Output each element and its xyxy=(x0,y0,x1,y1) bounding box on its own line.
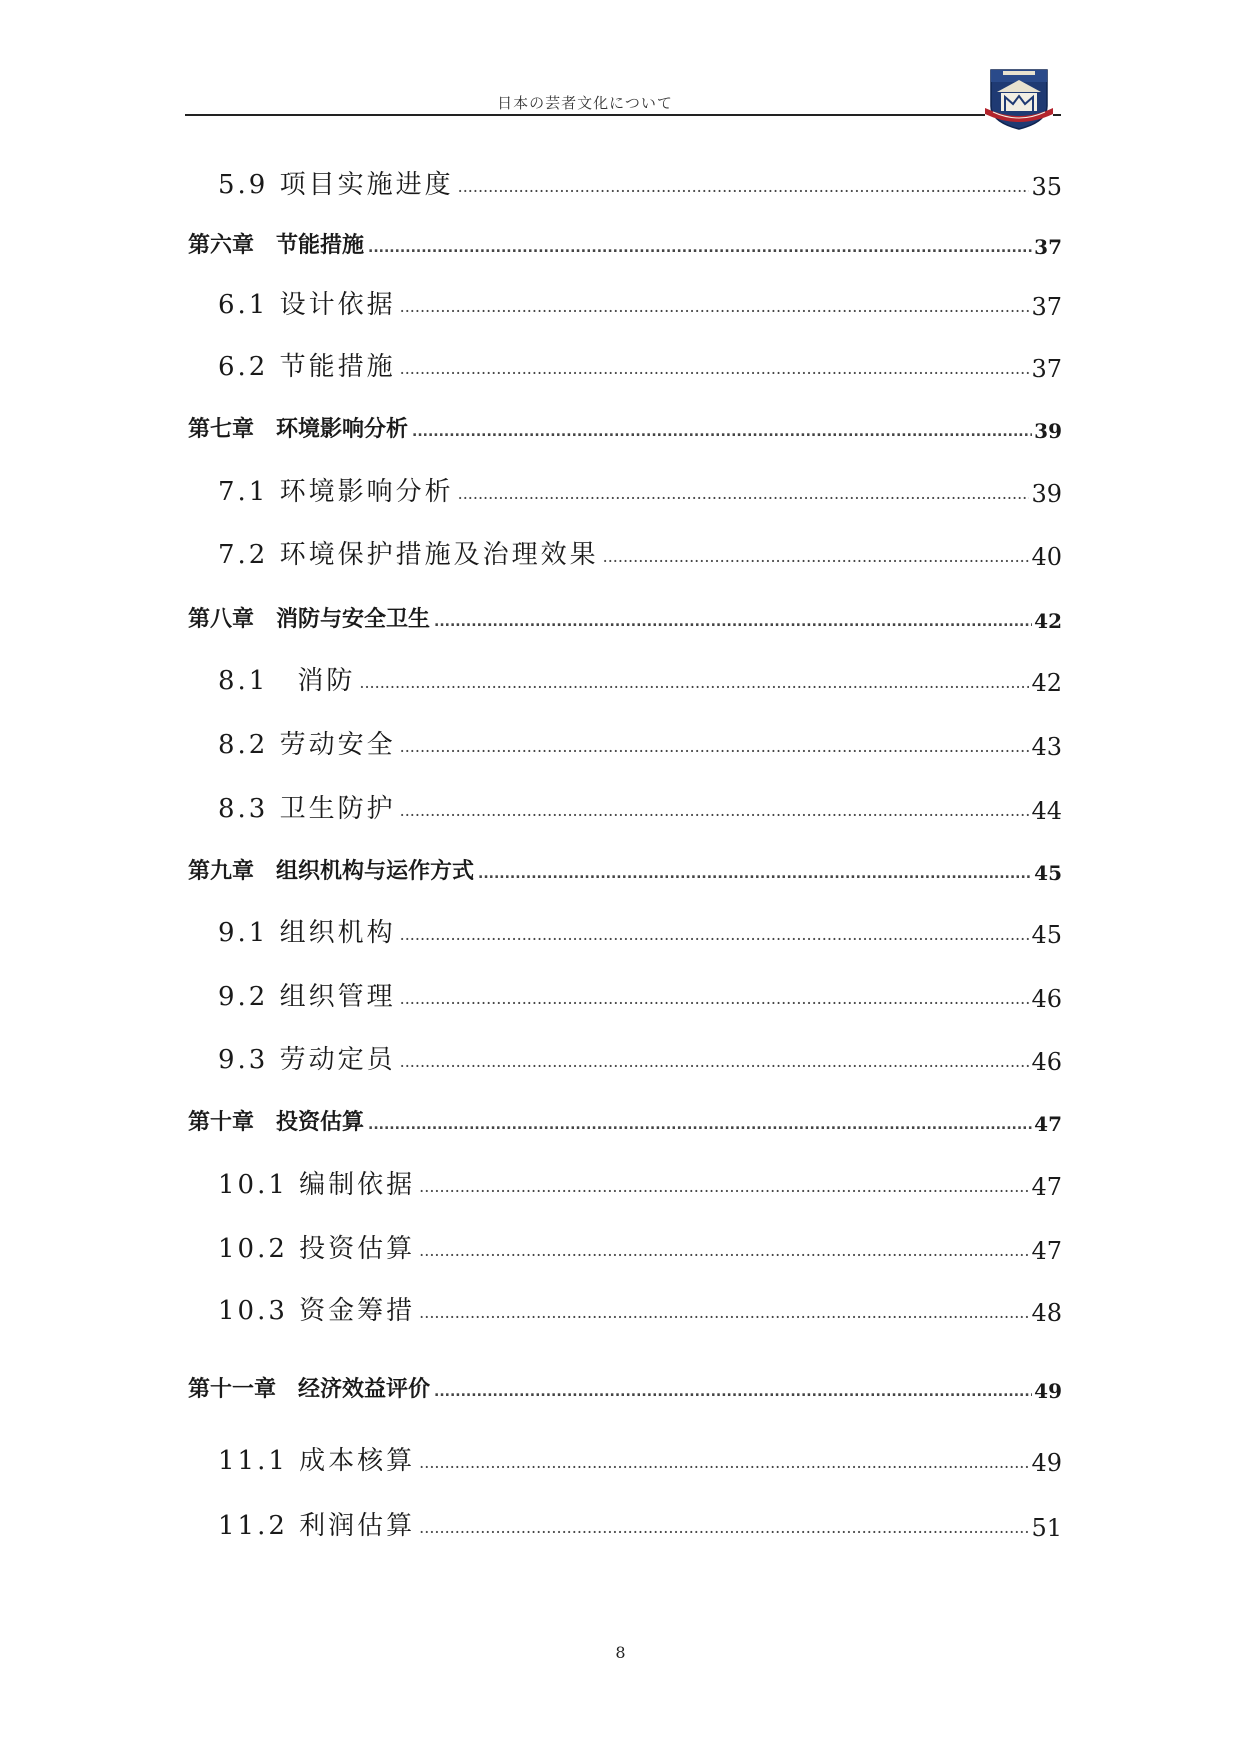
toc-dot-leader xyxy=(400,361,1030,383)
toc-chapter-entry[interactable] xyxy=(188,412,1062,443)
toc-entry-page: 47 xyxy=(1031,1173,1062,1201)
toc-section-entry[interactable] xyxy=(218,471,1062,508)
toc-section-entry[interactable] xyxy=(218,912,1062,949)
toc-dot-leader xyxy=(419,1520,1029,1542)
toc-dot-leader xyxy=(368,241,1032,259)
toc-entry-page: 35 xyxy=(1031,173,1062,201)
toc-section-entry[interactable] xyxy=(218,1505,1062,1542)
toc-entry-page: 37 xyxy=(1031,293,1062,321)
toc-dot-leader xyxy=(412,425,1032,443)
toc-dot-leader xyxy=(458,486,1030,508)
toc-section-entry[interactable] xyxy=(218,1039,1062,1076)
toc-entry-label: 第八章 消防与安全卫生 xyxy=(188,607,431,632)
toc-entry-label: 9.1 组织机构 xyxy=(218,918,396,948)
toc-entry-page: 48 xyxy=(1031,1299,1062,1327)
toc-entry-label: 8.3 卫生防护 xyxy=(218,794,396,824)
toc-entry-label: 9.2 组织管理 xyxy=(218,982,396,1012)
toc-dot-leader xyxy=(434,1385,1032,1403)
toc-entry-page: 49 xyxy=(1031,1449,1062,1477)
toc-dot-leader xyxy=(400,991,1030,1013)
toc-dot-leader xyxy=(458,179,1030,201)
header-title: 日本の芸者文化について xyxy=(497,94,673,112)
toc-entry-label: 7.1 环境影响分析 xyxy=(218,477,454,507)
toc-dot-leader xyxy=(419,1455,1029,1477)
toc-entry-page: 43 xyxy=(1031,733,1062,761)
toc-dot-leader xyxy=(400,803,1030,825)
toc-entry-page: 42 xyxy=(1031,669,1062,697)
toc-entry-label: 第十一章 经济效益评价 xyxy=(188,1377,431,1402)
toc-section-entry[interactable] xyxy=(218,284,1062,321)
toc-entry-page: 44 xyxy=(1031,797,1062,825)
toc-section-entry[interactable] xyxy=(218,1228,1062,1265)
toc-dot-leader xyxy=(603,549,1030,571)
toc-dot-leader xyxy=(400,739,1030,761)
toc-entry-label: 第十章 投资估算 xyxy=(188,1110,365,1135)
toc-section-entry[interactable] xyxy=(218,788,1062,825)
toc-dot-leader xyxy=(419,1305,1029,1327)
toc-chapter-entry[interactable] xyxy=(188,1105,1062,1136)
toc-entry-label: 10.2 投资估算 xyxy=(218,1234,416,1264)
toc-entry-label: 8.1 消防 xyxy=(218,666,356,696)
toc-section-entry[interactable] xyxy=(218,724,1062,761)
toc-chapter-entry[interactable] xyxy=(188,228,1062,259)
toc-dot-leader xyxy=(400,927,1030,949)
toc-entry-label: 第七章 环境影响分析 xyxy=(188,417,409,442)
toc-dot-leader xyxy=(434,615,1032,633)
toc-entry-page: 47 xyxy=(1034,1112,1062,1136)
toc-entry-label: 6.2 节能措施 xyxy=(218,352,396,382)
toc-section-entry[interactable] xyxy=(218,1440,1062,1477)
toc-dot-leader xyxy=(400,299,1030,321)
toc-section-entry[interactable] xyxy=(218,660,1062,697)
toc-entry-page: 39 xyxy=(1034,419,1062,443)
toc-dot-leader xyxy=(478,867,1032,885)
toc-entry-page: 46 xyxy=(1031,985,1062,1013)
toc-entry-page: 45 xyxy=(1034,861,1062,885)
page-number: 8 xyxy=(615,1643,626,1662)
toc-section-entry[interactable] xyxy=(218,976,1062,1013)
toc-section-entry[interactable] xyxy=(218,1290,1062,1327)
toc-entry-label: 10.3 资金筹措 xyxy=(218,1296,416,1326)
toc-dot-leader xyxy=(359,675,1029,697)
toc-entry-page: 47 xyxy=(1031,1237,1062,1265)
toc-entry-label: 第九章 组织机构与运作方式 xyxy=(188,859,475,884)
toc-dot-leader xyxy=(368,1118,1032,1136)
toc-entry-page: 39 xyxy=(1031,480,1062,508)
toc-section-entry[interactable] xyxy=(218,346,1062,383)
toc-entry-label: 11.1 成本核算 xyxy=(218,1446,416,1476)
toc-section-entry[interactable] xyxy=(218,1164,1062,1201)
toc-entry-page: 37 xyxy=(1031,355,1062,383)
toc-section-entry[interactable] xyxy=(218,164,1062,201)
toc-entry-page: 37 xyxy=(1034,235,1062,259)
toc-section-entry[interactable] xyxy=(218,534,1062,571)
toc-chapter-entry[interactable] xyxy=(188,854,1062,885)
toc-entry-label: 6.1 设计依据 xyxy=(218,290,396,320)
toc-entry-label: 9.3 劳动定员 xyxy=(218,1045,396,1075)
toc-dot-leader xyxy=(419,1243,1029,1265)
toc-chapter-entry[interactable] xyxy=(188,1372,1062,1403)
toc-entry-page: 45 xyxy=(1031,921,1062,949)
toc-dot-leader xyxy=(419,1179,1029,1201)
toc-dot-leader xyxy=(400,1054,1030,1076)
toc-entry-label: 5.9 项目实施进度 xyxy=(218,170,454,200)
toc-entry-label: 8.2 劳动安全 xyxy=(218,730,396,760)
toc-entry-page: 49 xyxy=(1034,1379,1062,1403)
toc-entry-page: 46 xyxy=(1031,1048,1062,1076)
toc-entry-label: 7.2 环境保护措施及治理效果 xyxy=(218,540,599,570)
toc-entry-label: 10.1 编制依据 xyxy=(218,1170,416,1200)
toc-entry-label: 第六章 节能措施 xyxy=(188,233,365,258)
toc-entry-page: 51 xyxy=(1031,1514,1062,1542)
toc-chapter-entry[interactable] xyxy=(188,602,1062,633)
toc-entry-page: 42 xyxy=(1034,609,1062,633)
toc-entry-page: 40 xyxy=(1031,543,1062,571)
toc-entry-label: 11.2 利润估算 xyxy=(218,1511,416,1541)
